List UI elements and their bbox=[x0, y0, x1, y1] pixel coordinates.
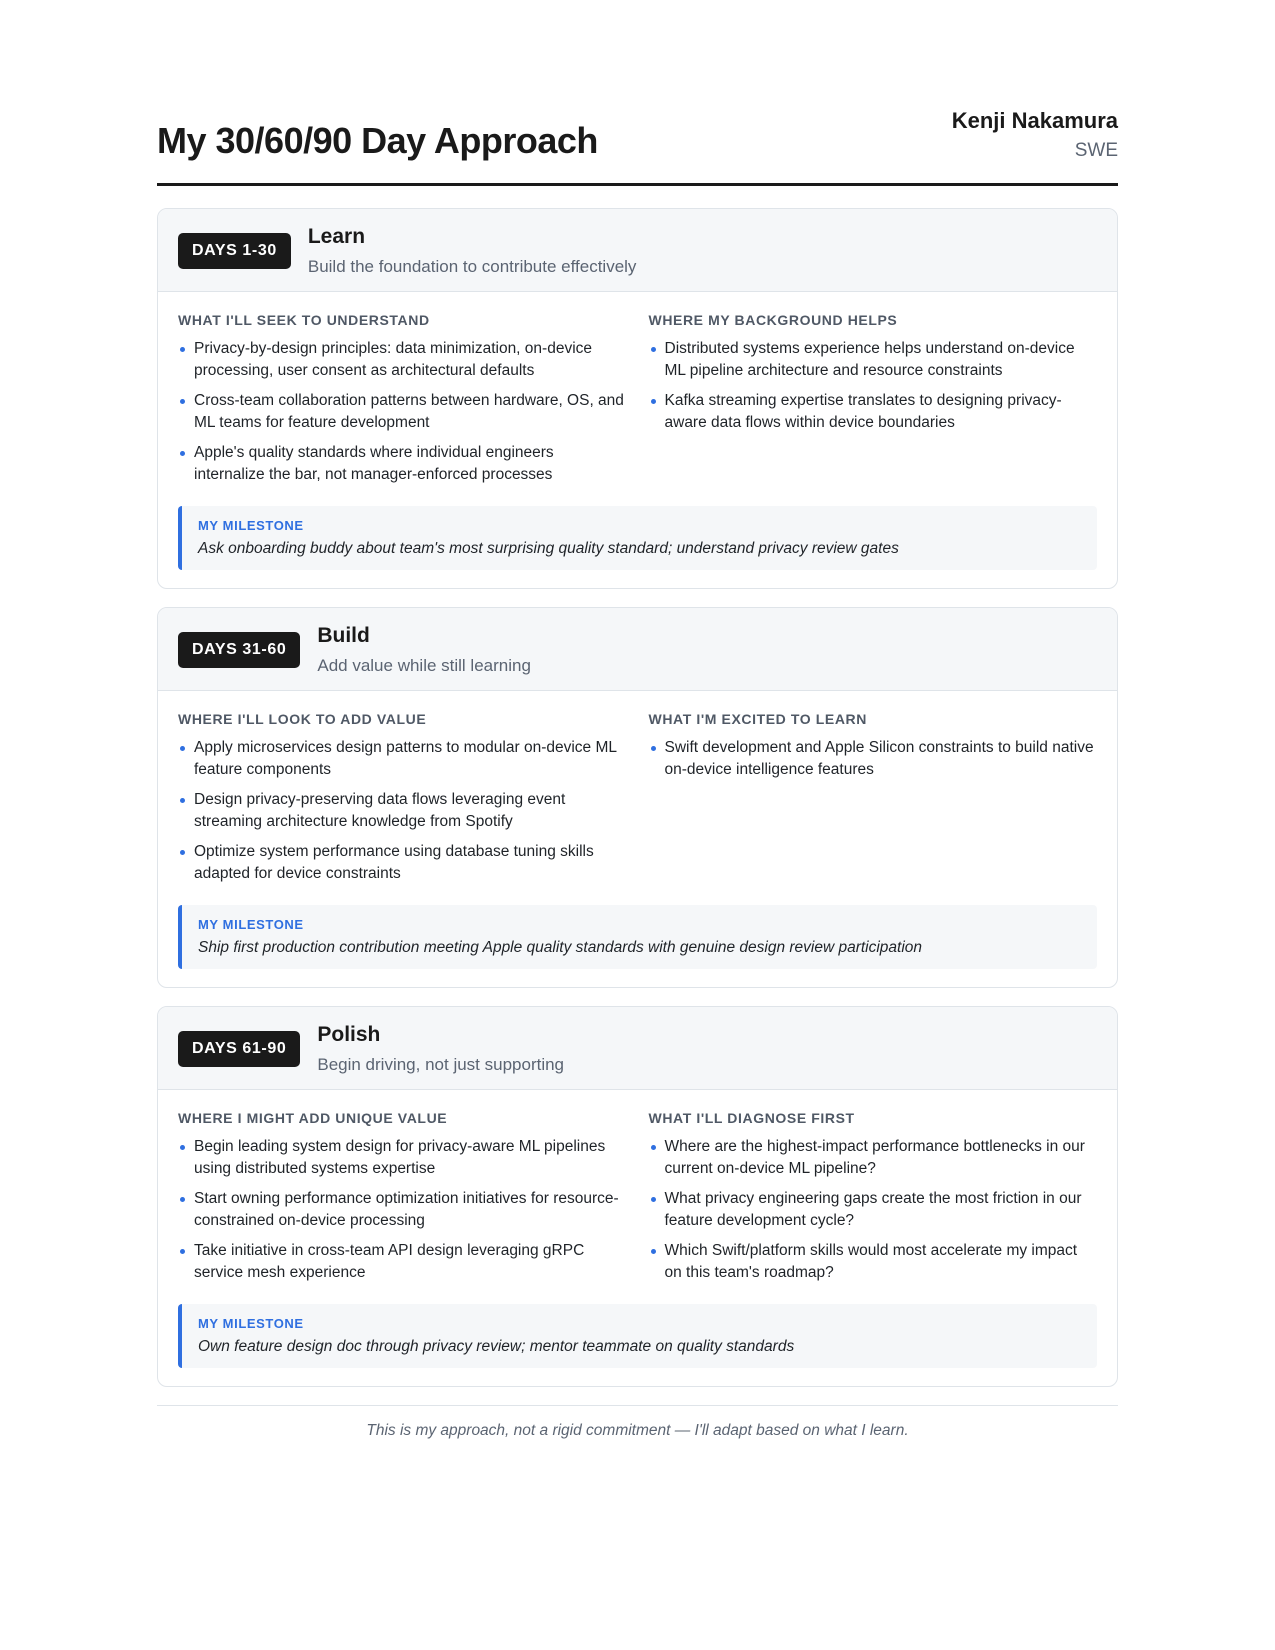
list-item: Swift development and Apple Silicon constraints to build native on-device intelligence features bbox=[649, 737, 1098, 781]
phase-columns bbox=[178, 312, 1097, 494]
phase-columns bbox=[178, 1110, 1097, 1292]
column-heading: WHERE I'LL LOOK TO ADD VALUE bbox=[178, 711, 427, 728]
phase-subtitle: Begin driving, not just supporting bbox=[317, 1055, 565, 1075]
column-heading: WHERE I MIGHT ADD UNIQUE VALUE bbox=[178, 1110, 448, 1127]
milestone-label: MY MILESTONE bbox=[198, 917, 304, 933]
bullet-list bbox=[649, 737, 1098, 781]
phase-title-block bbox=[317, 624, 531, 676]
list-item: Where are the highest-impact performance bottlenecks in our current on-device ML pipeline? bbox=[649, 1136, 1098, 1180]
phase-body bbox=[158, 1090, 1117, 1386]
phase-title: Build bbox=[317, 624, 370, 648]
list-item: Take initiative in cross-team API design leveraging gRPC service mesh experience bbox=[178, 1240, 627, 1284]
milestone-text: Ask onboarding buddy about team's most surprising quality standard; understand privacy review gates bbox=[198, 540, 899, 558]
left-column bbox=[178, 312, 627, 494]
list-item: Distributed systems experience helps understand on-device ML pipeline architecture and resource constraints bbox=[649, 338, 1098, 382]
phase-title: Learn bbox=[307, 225, 366, 249]
phase-badge: DAYS 1-30 bbox=[178, 233, 291, 269]
right-column bbox=[649, 1110, 1098, 1292]
milestone-text: Own feature design doc through privacy review; mentor teammate on quality standards bbox=[198, 1338, 795, 1356]
list-item: Apply microservices design patterns to modular on-device ML feature components bbox=[178, 737, 627, 781]
phase-card-polish bbox=[157, 1006, 1118, 1387]
phase-subtitle: Build the foundation to contribute effectively bbox=[307, 257, 637, 277]
list-item: What privacy engineering gaps create the most friction in our feature development cycle? bbox=[649, 1188, 1098, 1232]
phase-body bbox=[158, 292, 1117, 588]
bullet-list bbox=[178, 737, 627, 885]
bullet-list bbox=[178, 338, 627, 486]
milestone-box bbox=[178, 905, 1097, 969]
list-item: Begin leading system design for privacy-aware ML pipelines using distributed systems expertise bbox=[178, 1136, 627, 1180]
phase-header bbox=[158, 209, 1117, 292]
phase-card-build bbox=[157, 607, 1118, 988]
list-item: Apple's quality standards where individual engineers internalize the bar, not manager-enforced processes bbox=[178, 442, 627, 486]
author-role: SWE bbox=[1074, 140, 1118, 162]
list-item: Kafka streaming expertise translates to designing privacy-aware data flows within device boundaries bbox=[649, 390, 1098, 434]
phase-title: Polish bbox=[317, 1023, 381, 1047]
phase-columns bbox=[178, 711, 1097, 893]
plan-page bbox=[157, 0, 1118, 1440]
list-item: Start owning performance optimization initiatives for resource-constrained on-device processing bbox=[178, 1188, 627, 1232]
milestone-label: MY MILESTONE bbox=[198, 518, 304, 534]
milestone-label: MY MILESTONE bbox=[198, 1316, 304, 1332]
list-item: Privacy-by-design principles: data minimization, on-device processing, user consent as architectural defaults bbox=[178, 338, 627, 382]
left-column bbox=[178, 711, 627, 893]
list-item: Which Swift/platform skills would most accelerate my impact on this team's roadmap? bbox=[649, 1240, 1098, 1284]
phase-title-block bbox=[317, 1023, 564, 1075]
milestone-text: Ship first production contribution meeting Apple quality standards with genuine design review participation bbox=[198, 939, 923, 957]
list-item: Optimize system performance using database tuning skills adapted for device constraints bbox=[178, 841, 627, 885]
phase-header bbox=[158, 608, 1117, 691]
bullet-list bbox=[649, 338, 1098, 434]
milestone-box bbox=[178, 1304, 1097, 1368]
phase-body bbox=[158, 691, 1117, 987]
phase-subtitle: Add value while still learning bbox=[317, 656, 531, 676]
column-heading: WHAT I'LL SEEK TO UNDERSTAND bbox=[178, 312, 430, 329]
phase-list bbox=[157, 208, 1118, 1387]
right-column bbox=[649, 711, 1098, 893]
author-name: Kenji Nakamura bbox=[951, 108, 1118, 133]
milestone-box bbox=[178, 506, 1097, 570]
list-item: Cross-team collaboration patterns between hardware, OS, and ML teams for feature development bbox=[178, 390, 627, 434]
bullet-list bbox=[178, 1136, 627, 1284]
page-header bbox=[157, 108, 1118, 186]
bullet-list bbox=[649, 1136, 1098, 1284]
phase-badge: DAYS 61-90 bbox=[178, 1031, 300, 1067]
column-heading: WHERE MY BACKGROUND HELPS bbox=[648, 312, 898, 329]
footer-note: This is my approach, not a rigid commitment — I'll adapt based on what I learn. bbox=[157, 1405, 1118, 1440]
phase-card-learn bbox=[157, 208, 1118, 589]
phase-badge: DAYS 31-60 bbox=[178, 632, 300, 668]
phase-title-block bbox=[308, 225, 637, 277]
list-item: Design privacy-preserving data flows leveraging event streaming architecture knowledge from Spotify bbox=[178, 789, 627, 833]
author-block bbox=[952, 108, 1118, 163]
phase-header bbox=[158, 1007, 1117, 1090]
page-title: My 30/60/90 Day Approach bbox=[157, 120, 598, 162]
right-column bbox=[649, 312, 1098, 494]
column-heading: WHAT I'M EXCITED TO LEARN bbox=[648, 711, 867, 728]
left-column bbox=[178, 1110, 627, 1292]
column-heading: WHAT I'LL DIAGNOSE FIRST bbox=[648, 1110, 855, 1127]
